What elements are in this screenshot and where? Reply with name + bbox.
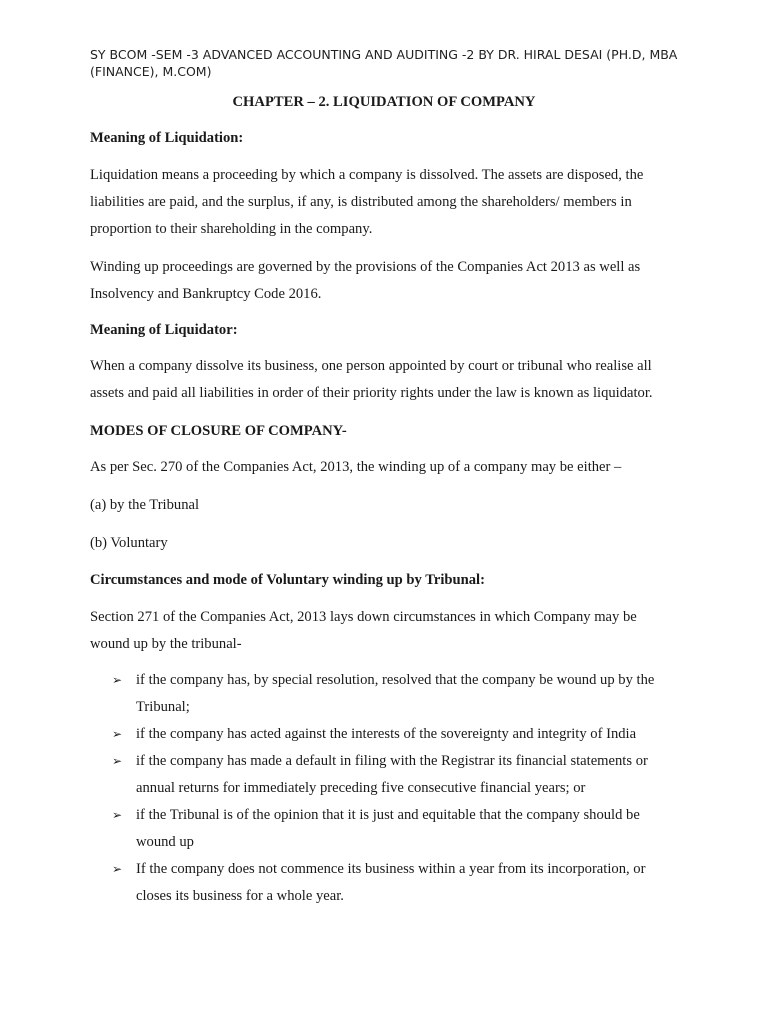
chapter-title: CHAPTER – 2. LIQUIDATION OF COMPANY [232,94,536,110]
mode-b-voluntary: (b) Voluntary [90,535,168,551]
list-item [112,856,682,910]
circumstances-heading: Circumstances and mode of Voluntary winding up by Tribunal: [90,572,485,588]
circumstances-bullet-list [112,667,682,910]
list-item-text: if the company has acted against the interests of the sovereignty and integrity of India [136,726,637,742]
arrow-bullet-icon: ➢ [112,673,123,687]
modes-of-closure-heading: MODES OF CLOSURE OF COMPANY- [90,423,347,439]
meaning-of-liquidator-paragraph: When a company dissolve its business, one person appointed by court or tribunal who realise all assets and paid all liabilities in order of their priority rights under the law is known as liquidator. [90,358,653,401]
meaning-of-liquidation-paragraph: Liquidation means a proceeding by which a company is dissolved. The assets are disposed, the liabilities are paid, and the surplus, if any, is distributed among the shareholders/ members in proportion to their shareholding in the company. [90,167,644,237]
list-item-text: If the company does not commence its business within a year from its incorporation, or closes its business for a whole year. [136,861,646,904]
list-item-text: if the company has made a default in filing with the Registrar its financial statements or annual returns for immediately preceding five consecutive financial years; or [136,753,648,796]
list-item [112,802,682,856]
list-item [112,748,682,802]
list-item-text: if the company has, by special resolution, resolved that the company be wound up by the Tribunal; [136,672,655,715]
list-item [112,721,682,748]
arrow-bullet-icon: ➢ [112,754,123,768]
arrow-bullet-icon: ➢ [112,808,123,822]
meaning-of-liquidation-heading: Meaning of Liquidation: [90,130,244,146]
winding-up-paragraph: Winding up proceedings are governed by the provisions of the Companies Act 2013 as well as Insolvency and Bankruptcy Code 2016. [90,259,641,302]
arrow-bullet-icon: ➢ [112,727,123,741]
circumstances-paragraph: Section 271 of the Companies Act, 2013 lays down circumstances in which Company may be wound up by the tribunal- [90,609,637,652]
arrow-bullet-icon: ➢ [112,862,123,876]
page-header: SY BCOM -SEM -3 ADVANCED ACCOUNTING AND AUDITING -2 BY DR. HIRAL DESAI (PH.D, MBA (FINANCE), M.COM) [90,47,678,79]
meaning-of-liquidator-heading: Meaning of Liquidator: [90,322,238,338]
list-item [112,667,682,721]
mode-a-tribunal: (a) by the Tribunal [90,497,200,513]
list-item-text: if the Tribunal is of the opinion that it is just and equitable that the company should be wound up [136,807,640,850]
modes-paragraph: As per Sec. 270 of the Companies Act, 2013, the winding up of a company may be either – [90,459,622,475]
